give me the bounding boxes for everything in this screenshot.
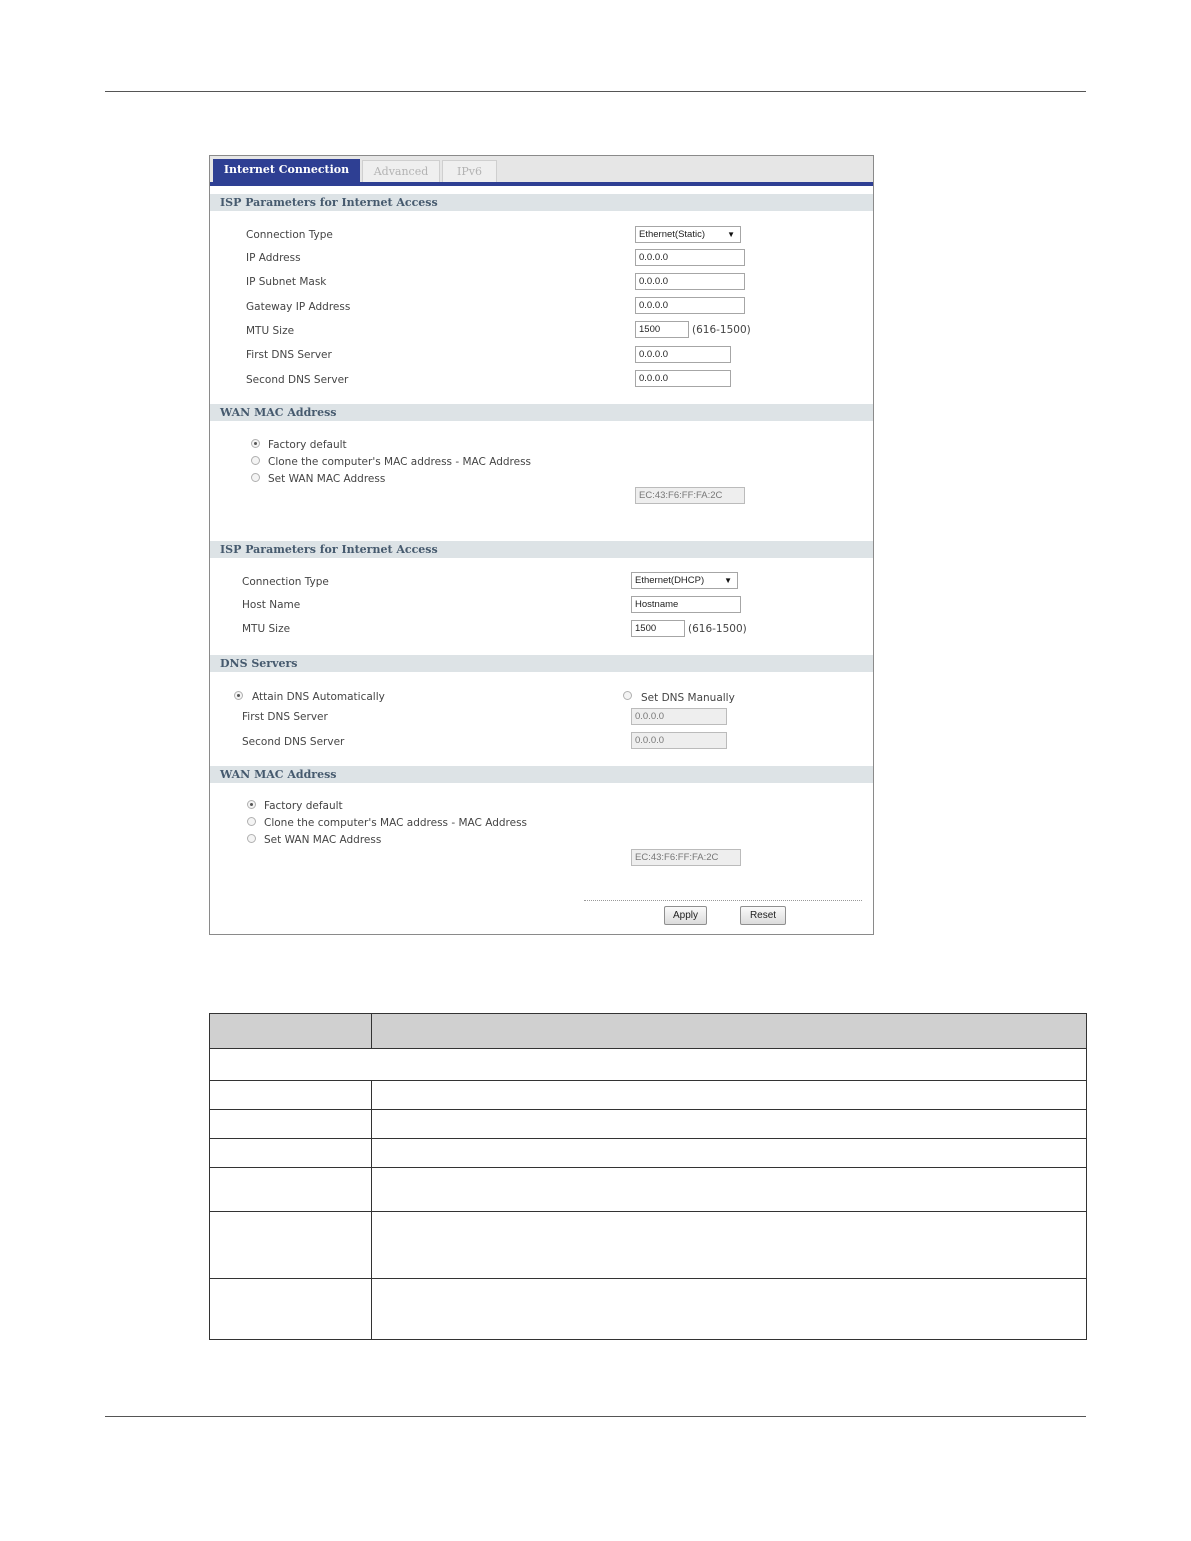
tab-bar: [210, 156, 873, 186]
clone-mac-label-1: Clone the computer's MAC address - MAC Address: [268, 456, 532, 468]
ip-address-label: IP Address: [246, 252, 301, 264]
table-row: [210, 1212, 1087, 1279]
table-row: [210, 1279, 1087, 1340]
table-header-row: [210, 1014, 1087, 1049]
table-cell: [372, 1139, 1087, 1168]
set-wan-mac-label-1: Set WAN MAC Address: [268, 473, 386, 485]
dropdown-arrow-icon: ▼: [724, 576, 732, 585]
connection-type-select-2[interactable]: [631, 572, 738, 589]
clone-mac-label-2: Clone the computer's MAC address - MAC Address: [264, 817, 528, 829]
mtu-size-label: MTU Size: [246, 325, 295, 337]
tab-internet-connection[interactable]: Internet Connection: [213, 159, 360, 182]
first-dns-label-2: First DNS Server: [242, 711, 328, 723]
table-cell: [210, 1110, 372, 1139]
radio-clone-mac-1[interactable]: [251, 456, 260, 465]
apply-button[interactable]: Apply: [664, 906, 707, 925]
first-dns-label: First DNS Server: [246, 349, 332, 361]
first-dns-input[interactable]: 0.0.0.0: [635, 346, 731, 363]
second-dns-input-2[interactable]: 0.0.0.0: [631, 732, 727, 749]
radio-factory-default-1[interactable]: [251, 439, 260, 448]
tab-ipv6[interactable]: IPv6: [442, 160, 497, 182]
table-cell: [210, 1081, 372, 1110]
button-divider: [584, 900, 862, 901]
table-row: [210, 1168, 1087, 1212]
radio-factory-default-2[interactable]: [247, 800, 256, 809]
table-row: [210, 1139, 1087, 1168]
radio-set-wan-mac-1[interactable]: [251, 473, 260, 482]
gateway-input[interactable]: 0.0.0.0: [635, 297, 745, 314]
page-footer-rule: [105, 1416, 1086, 1417]
second-dns-input[interactable]: 0.0.0.0: [635, 370, 731, 387]
mtu-size-input-2[interactable]: 1500: [631, 620, 685, 637]
table-section-cell: [210, 1049, 1087, 1081]
section-header-wan-mac-1: WAN MAC Address: [210, 404, 873, 421]
dropdown-arrow-icon: ▼: [727, 230, 735, 239]
table-cell: [372, 1212, 1087, 1279]
connection-type-select[interactable]: [635, 226, 741, 243]
table-cell: [210, 1279, 372, 1340]
radio-clone-mac-2[interactable]: [247, 817, 256, 826]
section-header-isp-dhcp: ISP Parameters for Internet Access: [210, 541, 873, 558]
set-wan-mac-label-2: Set WAN MAC Address: [264, 834, 382, 846]
connection-type-label: Connection Type: [246, 229, 333, 241]
mtu-size-input[interactable]: 1500: [635, 321, 689, 338]
connection-type-label-2: Connection Type: [242, 576, 329, 588]
radio-set-dns-manually[interactable]: [623, 691, 632, 700]
table-cell: [372, 1168, 1087, 1212]
radio-attain-dns-auto[interactable]: [234, 691, 243, 700]
table-section-row: [210, 1049, 1087, 1081]
section-header-isp-static: ISP Parameters for Internet Access: [210, 194, 873, 211]
mtu-size-label-2: MTU Size: [242, 623, 291, 635]
table-cell: [210, 1212, 372, 1279]
table-cell: [372, 1279, 1087, 1340]
table-row: [210, 1110, 1087, 1139]
connection-type-value-2: Ethernet(DHCP): [635, 575, 705, 586]
internet-settings-screenshot: [209, 155, 874, 935]
factory-default-label-1: Factory default: [268, 439, 347, 451]
table-cell: [210, 1139, 372, 1168]
tab-advanced[interactable]: Advanced: [362, 160, 440, 182]
subnet-mask-label: IP Subnet Mask: [246, 276, 327, 288]
first-dns-input-2[interactable]: 0.0.0.0: [631, 708, 727, 725]
table-header-cell: [210, 1014, 372, 1049]
description-table: [209, 1013, 1087, 1340]
table-header-cell: [372, 1014, 1087, 1049]
second-dns-label: Second DNS Server: [246, 374, 349, 386]
attain-dns-auto-label: Attain DNS Automatically: [252, 691, 385, 703]
table-cell: [372, 1110, 1087, 1139]
table-row: [210, 1081, 1087, 1110]
section-header-wan-mac-2: WAN MAC Address: [210, 766, 873, 783]
mtu-range-hint: (616-1500): [692, 324, 751, 336]
set-dns-manually-label: Set DNS Manually: [641, 692, 735, 704]
gateway-label: Gateway IP Address: [246, 301, 351, 313]
second-dns-label-2: Second DNS Server: [242, 736, 345, 748]
connection-type-value: Ethernet(Static): [639, 229, 705, 240]
mtu-range-hint-2: (616-1500): [688, 623, 747, 635]
factory-default-label-2: Factory default: [264, 800, 343, 812]
section-header-dns: DNS Servers: [210, 655, 873, 672]
table-cell: [210, 1168, 372, 1212]
host-name-input[interactable]: Hostname: [631, 596, 741, 613]
table-cell: [372, 1081, 1087, 1110]
radio-set-wan-mac-2[interactable]: [247, 834, 256, 843]
wan-mac-input-2[interactable]: EC:43:F6:FF:FA:2C: [631, 849, 741, 866]
wan-mac-input-1[interactable]: EC:43:F6:FF:FA:2C: [635, 487, 745, 504]
subnet-mask-input[interactable]: 0.0.0.0: [635, 273, 745, 290]
host-name-label: Host Name: [242, 599, 301, 611]
ip-address-input[interactable]: 0.0.0.0: [635, 249, 745, 266]
page-header-rule: [105, 91, 1086, 92]
reset-button[interactable]: Reset: [740, 906, 786, 925]
